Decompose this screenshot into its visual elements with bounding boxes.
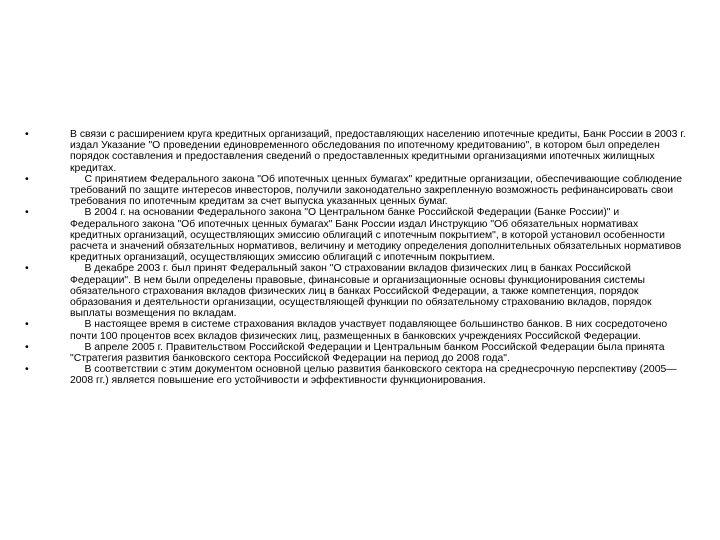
paragraph-text: В связи с расширением круга кредитных организаций, предоставляющих населению ипотечные кредиты, Банк России в 2003 г. издал Указание "О проведении единовременного обследования по ипотечному кредитованию", в котором был определен порядок составления и предоставления сведений о предоставленных кредитными организациями ипотечных жилищных кредитах.: [70, 129, 689, 174]
bullet-icon: •: [25, 341, 29, 353]
list-item: [25, 364, 690, 386]
list-item: [25, 319, 690, 341]
bullet-icon: •: [25, 173, 29, 185]
slide-body: [25, 129, 690, 387]
bullet-icon: •: [25, 207, 29, 219]
bullet-icon: •: [25, 319, 29, 331]
list-item: [25, 263, 690, 319]
bullet-icon: •: [25, 263, 29, 275]
paragraph-text: В соответствии с этим документом основной целью развития банковского сектора на среднесрочную перспективу (2005—2008 гг.) является повышение его устойчивости и эффективности функционирования.: [70, 364, 677, 387]
list-item: [25, 129, 690, 174]
bullet-icon: •: [25, 364, 29, 376]
list-item: [25, 174, 690, 208]
paragraph-text: В 2004 г. на основании Федерального закона "О Центральном банке Российской Федерации (Банке России)" и Федерального закона "Об ипотечных ценных бумагах" Банк России издал Инструкцию "Об обязательных нормативах кредитных организаций, осуществляющих эмиссию облигаций с ипотечным покрытием", в которой установил особенности расчета и значений обязательных нормативов, величину и методику определения дополнительных обязательных нормативов кредитных организаций, осуществляющих эмиссию облигаций с ипотечным покрытием.: [70, 207, 685, 264]
paragraph-text: В апреле 2005 г. Правительством Российской Федерации и Центральным банком Российской Федерации была принята "Стратегия развития банковского сектора Российской Федерации на период до 2008 года".: [70, 341, 668, 365]
bullet-icon: •: [25, 129, 29, 140]
paragraph-text: В декабре 2003 г. был принят Федеральный закон "О страховании вкладов физических лиц в банках Российской Федерации". В нем были определены правовые, финансовые и организационные основы функционирования системы обязательного страхования вкладов физических лиц в банках Российской Федерации, а также компетенция, порядок образования и деятельности организации, осуществляющей функции по обязательному страхованию вкладов, порядок выплаты возмещения по вкладам.: [70, 263, 655, 320]
paragraph-text: С принятием Федерального закона "Об ипотечных ценных бумагах" кредитные организации, обеспечивающие соблюдение требований по защите интересов инвесторов, получили законодательно закрепленную возможность рефинансировать свои требования по ипотечным кредитам за счет выпуска указанных ценных бумаг.: [70, 173, 685, 208]
list-item: [25, 342, 690, 364]
list-item: [25, 207, 690, 263]
bullet-list: [25, 129, 690, 387]
paragraph-text: В настоящее время в системе страхования вкладов участвует подавляющее большинство банков. В них сосредоточено почти 100 процентов всех вкладов физических лиц, размещенных в банковских учреждениях Российской Федерации.: [70, 319, 671, 342]
